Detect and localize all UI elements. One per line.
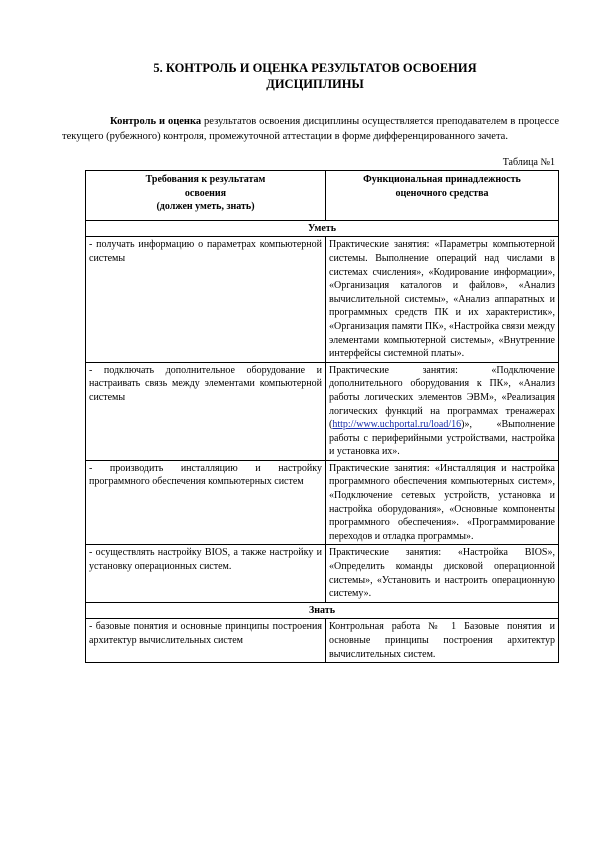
uchportal-link[interactable]: http://www.uchportal.ru/load/16 <box>332 419 462 431</box>
requirement-cell: - базовые понятия и основные принципы построения архитектур вычислительных систем <box>86 619 326 663</box>
title-line-2: ДИСЦИПЛИНЫ <box>266 77 364 91</box>
requirement-cell: - получать информацию о параметрах компьютерной системы <box>86 237 326 362</box>
table-row <box>86 545 559 602</box>
assessment-cell: Контрольная работа № 1 Базовые понятия и основные принципы построения архитектур вычислительных систем. <box>326 619 559 663</box>
page-title <box>80 60 550 92</box>
requirement-cell: - производить инсталляцию и настройку программного обеспечения компьютерных систем <box>86 460 326 545</box>
intro-text: результатов освоения дисциплины осуществляется преподавателем в процессе текущего (рубежного) контроля, промежуточной аттестации в форме дифференцированного зачета. <box>62 116 559 142</box>
section-row-znat <box>86 602 559 619</box>
table-row <box>86 619 559 663</box>
assessment-table <box>85 170 559 663</box>
assessment-cell: Практические занятия: «Подключение дополнительного оборудования к ПК», «Анализ работы логических элементов ЭВМ», «Реализация логических функций на программах тренажерах (http://www.uchportal.ru/load/16)», «Выполнение работы с периферийными устройствами, настройка и установка их». <box>326 362 559 460</box>
header-assessment: Функциональная принадлежность оценочного средства <box>326 171 559 221</box>
table-row <box>86 237 559 362</box>
table-label: Таблица №1 <box>502 157 555 168</box>
section-umet: Уметь <box>86 220 559 237</box>
requirement-cell: - осуществлять настройку BIOS, а также настройку и установку операционных систем. <box>86 545 326 602</box>
section-row-umet <box>86 220 559 237</box>
title-line-1: 5. КОНТРОЛЬ И ОЦЕНКА РЕЗУЛЬТАТОВ ОСВОЕНИЯ <box>153 61 477 75</box>
assessment-cell: Практические занятия: «Параметры компьютерной системы. Выполнение операций над числами в системах счисления», «Кодирование информации», «Организация каталогов и файлов», «Анализ вычислительной системы», «Анализ аппаратных и программных средств ПК и их характеристик», «Организация памяти ПК», «Настройка связи между элементами компьютерной системы», «Внутренние интерфейсы системной платы». <box>326 237 559 362</box>
table-row <box>86 362 559 460</box>
intro-bold: Контроль и оценка <box>110 116 202 127</box>
table-row <box>86 460 559 545</box>
intro-paragraph <box>62 114 559 144</box>
assessment-cell: Практические занятия: «Настройка BIOS», «Определить команды дисковой операционной системы», «Установить и настроить операционную систему». <box>326 545 559 602</box>
assessment-cell: Практические занятия: «Инсталляция и настройка программного обеспечения компьютерных систем», «Подключение сетевых устройств, установка и настройка оборудования», «Основные компоненты программного обеспечения». «Программирование переходов и отладка программы». <box>326 460 559 545</box>
header-requirements: Требования к результатам освоения (должен уметь, знать) <box>86 171 326 221</box>
section-znat: Знать <box>86 602 559 619</box>
table-header-row <box>86 171 559 221</box>
requirement-cell: - подключать дополнительное оборудование и настраивать связь между элементами компьютерной системы <box>86 362 326 460</box>
